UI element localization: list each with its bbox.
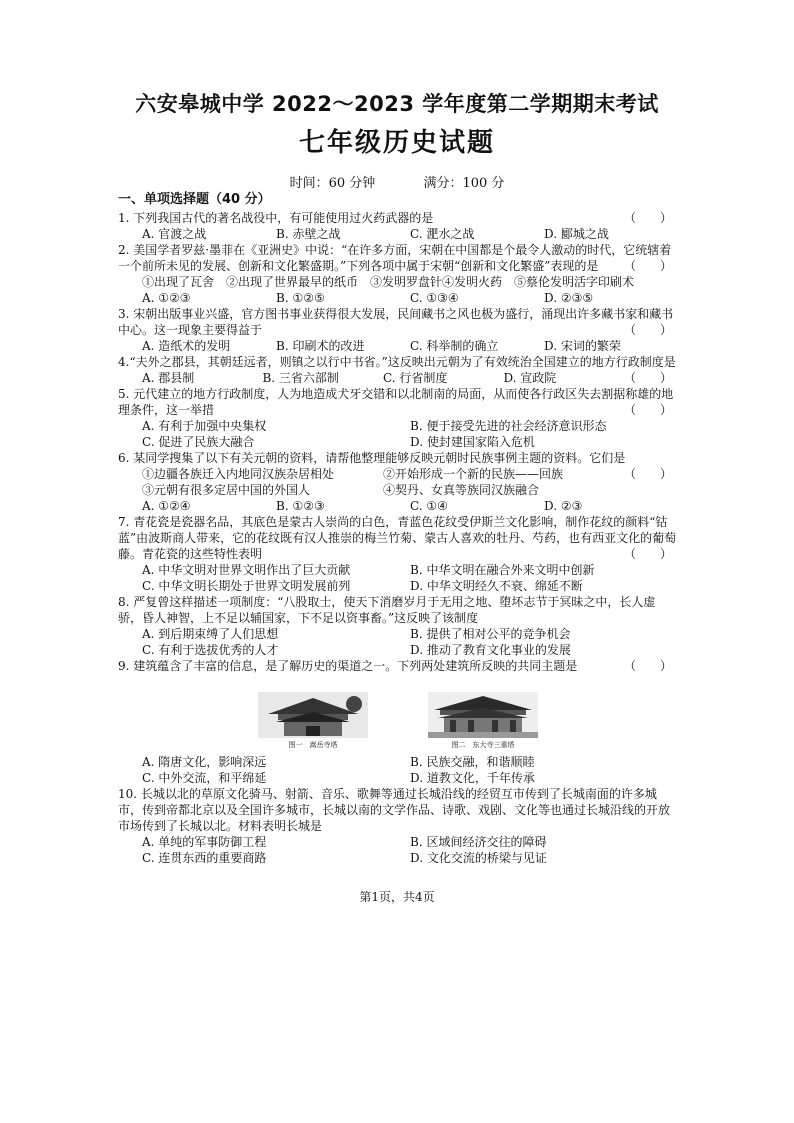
temple-icon [428, 692, 538, 738]
option-list [118, 338, 678, 354]
option-c[interactable]: C. 中华文明长期处于世界文明发展前列 [142, 579, 351, 593]
option-d[interactable]: D. ②③⑤ [544, 291, 594, 305]
option-list [118, 562, 678, 594]
option-b[interactable]: B. 便于接受先进的社会经济意识形态 [410, 419, 607, 433]
option-a[interactable]: A. 中华文明对世界文明作出了巨大贡献 [142, 563, 351, 577]
question-stem [118, 786, 678, 834]
option-list [118, 370, 624, 386]
question-list [118, 192, 678, 866]
option-b[interactable]: B. 三省六部制 [262, 371, 339, 385]
question-bracket: （ ） [623, 547, 672, 561]
statement-4: ④契丹、女真等族同汉族融合 [382, 483, 539, 497]
option-list [118, 626, 678, 658]
statement-2: ②开始形成一个新的民族——回族 [382, 467, 563, 481]
option-a[interactable]: A. ①②③ [142, 291, 191, 305]
option-c[interactable]: C. 淝水之战 [410, 227, 475, 241]
option-c[interactable]: C. 有利于选拔优秀的人才 [142, 643, 279, 657]
question-text: 2. 美国学者罗兹·墨菲在《亚洲史》中说：“在许多方面，宋朝在中国都是个最令人激动的时代，它统辖着一个前所未见的发展、创新和文化繁盛期。”下列各项中属于宋朝“创新和文化繁盛”表现的是 [118, 243, 672, 273]
question-stem [118, 306, 678, 338]
option-d[interactable]: D. ②③ [544, 499, 583, 513]
section-title: 一、单项选择题（40 分） [118, 192, 271, 207]
exam-meta [0, 172, 794, 191]
question-2 [118, 242, 678, 306]
statement-3: ③元朝有很多定居中国的外国人 [142, 483, 311, 497]
option-b[interactable]: B. ①②③ [276, 499, 325, 513]
figure-2-caption: 图二 东大寺三重塔 [451, 741, 515, 749]
option-d[interactable]: D. 道教文化，千年传承 [410, 771, 535, 785]
question-text: 4.“夫外之郡县，其朝廷远者，则镇之以行中书省。”这反映出元朝为了有效统治全国建立的地方行政制度是 [118, 355, 676, 369]
option-d[interactable]: D. 宋词的繁荣 [544, 339, 621, 353]
option-list [118, 226, 678, 242]
option-c[interactable]: C. 中外交流，和平绵延 [142, 771, 267, 785]
question-text: 9. 建筑蕴含了丰富的信息，是了解历史的渠道之一。下列两处建筑所反映的共同主题是 [118, 659, 578, 673]
question-text: 5. 元代建立的地方行政制度，人为地造成犬牙交错和以北制南的局面，从而使各行政区失去割据称雄的地理条件，这一举措 [118, 387, 674, 417]
option-d[interactable]: D. 宣政院 [503, 371, 557, 385]
option-b[interactable]: B. 中华文明在融合外来文明中创新 [410, 563, 595, 577]
question-bracket: （ ） [623, 403, 672, 417]
question-bracket: （ ） [623, 467, 672, 481]
question-7 [118, 514, 678, 594]
question-stem [118, 210, 678, 226]
option-list [118, 834, 678, 866]
option-b[interactable]: B. 印刷术的改进 [276, 339, 365, 353]
question-bracket: （ ） [623, 323, 672, 337]
option-d[interactable]: D. 文化交流的桥梁与见证 [410, 851, 547, 865]
option-d[interactable]: D. 使封建国家陷入危机 [410, 435, 535, 449]
option-b[interactable]: B. 区域间经济交往的障碍 [410, 835, 547, 849]
question-text: 3. 宋朝出版事业兴盛，官方图书事业获得很大发展，民间藏书之风也极为盛行，涌现出许多藏书家和藏书中心。这一现象主要得益于 [118, 307, 674, 337]
option-c[interactable]: C. 科举制的确立 [410, 339, 499, 353]
figure-2 [428, 692, 538, 748]
option-d[interactable]: D. 推动了教育文化事业的发展 [410, 643, 571, 657]
option-a[interactable]: A. 隋唐文化，影响深远 [142, 755, 267, 769]
option-c[interactable]: C. 促进了民族大融合 [142, 435, 255, 449]
option-c[interactable]: C. 连贯东西的重要商路 [142, 851, 267, 865]
question-stem [118, 658, 678, 674]
option-a[interactable]: A. 官渡之战 [142, 227, 207, 241]
pagoda-icon [258, 692, 368, 738]
option-d[interactable]: D. 郾城之战 [544, 227, 609, 241]
question-stem [118, 594, 678, 626]
figure-row [118, 692, 678, 748]
exam-score: 满分：100 分 [423, 176, 505, 191]
option-a[interactable]: A. 单纯的军事防御工程 [142, 835, 267, 849]
exam-subtitle: 七年级历史试题 [298, 128, 495, 158]
question-6 [118, 450, 678, 514]
question-bracket: （ ） [623, 259, 672, 273]
question-5 [118, 386, 678, 450]
question-stem [118, 242, 678, 274]
option-a[interactable]: A. ①②④ [142, 499, 191, 513]
option-c[interactable]: C. 行省制度 [382, 371, 448, 385]
option-list [118, 498, 678, 514]
option-b[interactable]: B. ①②⑤ [276, 291, 325, 305]
option-a[interactable]: A. 有利于加强中央集权 [142, 419, 267, 433]
question-text: 1. 下列我国古代的著名战役中，有可能使用过火药武器的是 [118, 211, 434, 225]
statement-1: ①边疆各族迁入内地同汉族杂居相处 [142, 467, 335, 481]
option-list [118, 290, 678, 306]
option-a[interactable]: A. 郡县制 [142, 371, 195, 385]
question-text: 6. 某同学搜集了以下有关元朝的资料，请帮他整理能够反映元朝时民族事例主题的资料。它们是 [118, 451, 626, 465]
question-text: 8. 严复曾这样描述一项制度：“八股取士，使天下消磨岁月于无用之地、堕坏志节于冥昧之中，长人虚骄，昏人神智，上不足以辅国家，下不足以资事畜。”这反映了该制度 [118, 595, 656, 625]
option-c[interactable]: C. ①③④ [410, 291, 459, 305]
figure-1-caption: 图一 嵩岳寺塔 [288, 741, 338, 749]
question-8 [118, 594, 678, 658]
question-3 [118, 306, 678, 354]
question-4 [118, 354, 678, 386]
option-list [118, 418, 678, 450]
option-b[interactable]: B. 提供了相对公平的竞争机会 [410, 627, 571, 641]
option-d[interactable]: D. 中华文明经久不衰、绵延不断 [410, 579, 583, 593]
option-a[interactable]: A. 造纸术的发明 [142, 339, 231, 353]
question-bracket: （ ） [623, 211, 672, 225]
question-statements: ①出现了瓦舍 ②出现了世界最早的纸币 ③发明罗盘针④发明火药 ⑤蔡伦发明活字印刷术 [142, 275, 635, 289]
question-text: 7. 青花瓷是瓷器名品，其底色是蒙古人崇尚的白色，青蓝色花纹受伊斯兰文化影响，制作花纹的颜料“钴蓝”由波斯商人带来，它的花纹既有汉人推崇的梅兰竹菊、蒙古人喜欢的牡丹、芍药，也有西亚文化的葡萄藤。青花瓷的这些特性表明 [118, 515, 677, 561]
question-text: 10. 长城以北的草原文化骑马、射箭、音乐、歌舞等通过长城沿线的经贸互市传到了长城南面的许多城市，传到帝都北京以及全国许多城市，长城以南的文学作品、诗歌、戏剧、文化等也通过长城沿线的开放市场传到了长城以北。材料表明长城是 [118, 787, 671, 833]
question-bracket: （ ） [623, 371, 672, 385]
option-c[interactable]: C. ①④ [410, 499, 448, 513]
question-stem [118, 386, 678, 418]
statement-list [118, 466, 624, 498]
question-stem [118, 514, 678, 562]
exam-time: 时间：60 分钟 [289, 176, 376, 191]
option-b[interactable]: B. 民族交融，和谐顺睦 [410, 755, 535, 769]
question-1 [118, 210, 678, 242]
page-footer: 第1页，共4页 [359, 890, 435, 904]
exam-title: 六安皋城中学 2022～2023 学年度第二学期期末考试 [135, 92, 659, 116]
option-a[interactable]: A. 到后期束缚了人们思想 [142, 627, 279, 641]
figure-1 [258, 692, 368, 748]
option-list [118, 754, 678, 786]
question-10 [118, 786, 678, 866]
question-bracket: （ ） [623, 659, 672, 673]
question-9 [118, 658, 678, 786]
option-b[interactable]: B. 赤壁之战 [276, 227, 341, 241]
